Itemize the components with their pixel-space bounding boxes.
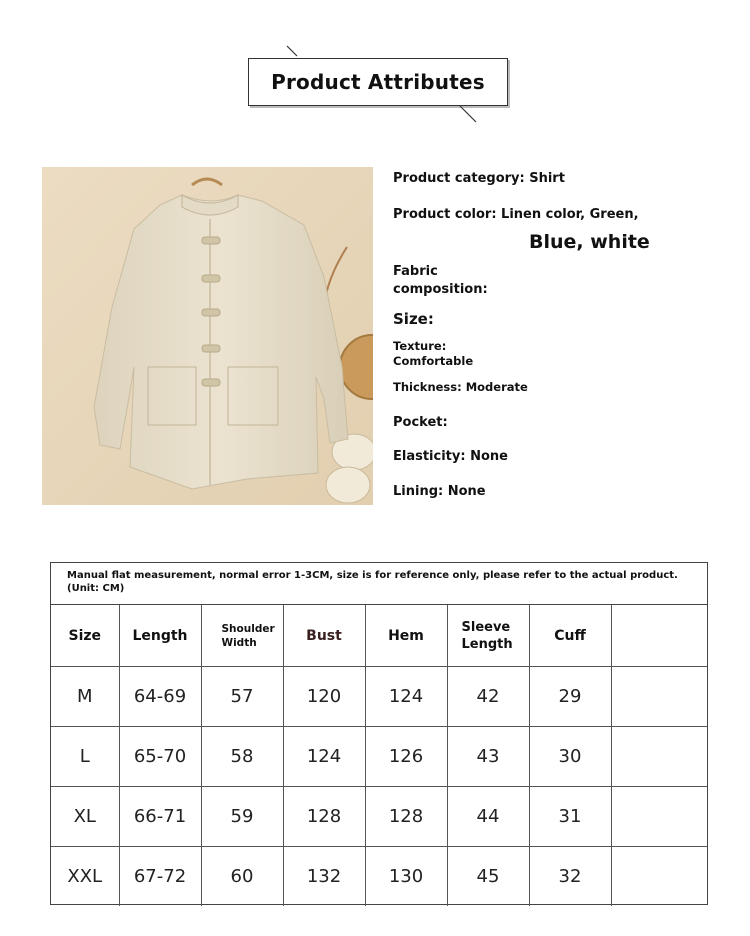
header-hem: Hem <box>365 605 447 667</box>
cell-bust: 132 <box>283 847 365 907</box>
size-chart-note-line1: Manual flat measurement, normal error 1-3CM, size is for reference only, please refer to the actual product. <box>67 570 678 581</box>
attr-color: Product color: Linen color, Green, <box>393 207 639 222</box>
cell-shoulder: 60 <box>201 847 283 907</box>
attr-texture-2: Comfortable <box>393 354 474 368</box>
cell-empty <box>611 787 707 847</box>
attr-category: Product category: Shirt <box>393 171 565 186</box>
cell-empty <box>611 667 707 727</box>
cell-bust: 128 <box>283 787 365 847</box>
cell-bust: 120 <box>283 667 365 727</box>
cell-length: 66-71 <box>119 787 201 847</box>
cell-size: M <box>51 667 119 727</box>
cell-shoulder: 59 <box>201 787 283 847</box>
attr-texture-1: Texture: <box>393 339 447 353</box>
title-decoration-top <box>285 44 299 58</box>
table-row <box>51 727 707 787</box>
size-chart-note-line2: (Unit: CM) <box>67 583 125 594</box>
cell-empty <box>611 727 707 787</box>
cell-length: 65-70 <box>119 727 201 787</box>
attr-fabric-label-1: Fabric <box>393 264 438 279</box>
header-cuff: Cuff <box>529 605 611 667</box>
header-shoulder-line1: Shoulder <box>221 622 275 635</box>
header-bust: Bust <box>283 605 365 667</box>
table-header-row <box>51 605 707 667</box>
cell-shoulder: 57 <box>201 667 283 727</box>
cell-bust: 124 <box>283 727 365 787</box>
cell-sleeve: 43 <box>447 727 529 787</box>
cell-length: 64-69 <box>119 667 201 727</box>
header-size: Size <box>51 605 119 667</box>
attr-pocket: Pocket: <box>393 415 448 430</box>
attr-elasticity: Elasticity: None <box>393 449 508 464</box>
header-shoulder-line2: Width <box>221 636 257 649</box>
attr-thickness: Thickness: Moderate <box>393 380 528 394</box>
cell-size: L <box>51 727 119 787</box>
header-sleeve-line2: Length <box>461 636 513 652</box>
cell-empty <box>611 847 707 907</box>
table-row <box>51 667 707 727</box>
title-decoration-bottom <box>458 104 480 126</box>
cell-cuff: 32 <box>529 847 611 907</box>
cell-cuff: 30 <box>529 727 611 787</box>
size-chart <box>50 562 708 905</box>
header-length: Length <box>119 605 201 667</box>
cell-sleeve: 45 <box>447 847 529 907</box>
table-row <box>51 847 707 907</box>
attr-fabric-label-2: composition: <box>393 282 488 297</box>
header-shoulder-width <box>201 605 283 667</box>
cell-hem: 124 <box>365 667 447 727</box>
header-sleeve-line1: Sleeve <box>461 619 511 635</box>
cell-size: XL <box>51 787 119 847</box>
cell-size: XXL <box>51 847 119 907</box>
cell-hem: 126 <box>365 727 447 787</box>
size-chart-note <box>51 563 707 605</box>
product-photo <box>42 167 373 505</box>
attr-size: Size: <box>393 310 434 328</box>
size-chart-table <box>51 605 707 906</box>
table-row <box>51 787 707 847</box>
cell-sleeve: 44 <box>447 787 529 847</box>
section-title: Product Attributes <box>271 70 485 94</box>
cell-hem: 128 <box>365 787 447 847</box>
cell-cuff: 29 <box>529 667 611 727</box>
attr-lining: Lining: None <box>393 484 486 499</box>
cell-cuff: 31 <box>529 787 611 847</box>
cell-hem: 130 <box>365 847 447 907</box>
cell-length: 67-72 <box>119 847 201 907</box>
attr-color-extra: Blue, white <box>529 231 650 253</box>
cell-shoulder: 58 <box>201 727 283 787</box>
header-sleeve-length <box>447 605 529 667</box>
cell-sleeve: 42 <box>447 667 529 727</box>
shirt-illustration <box>42 167 373 505</box>
header-empty <box>611 605 707 667</box>
section-title-box <box>248 58 508 106</box>
